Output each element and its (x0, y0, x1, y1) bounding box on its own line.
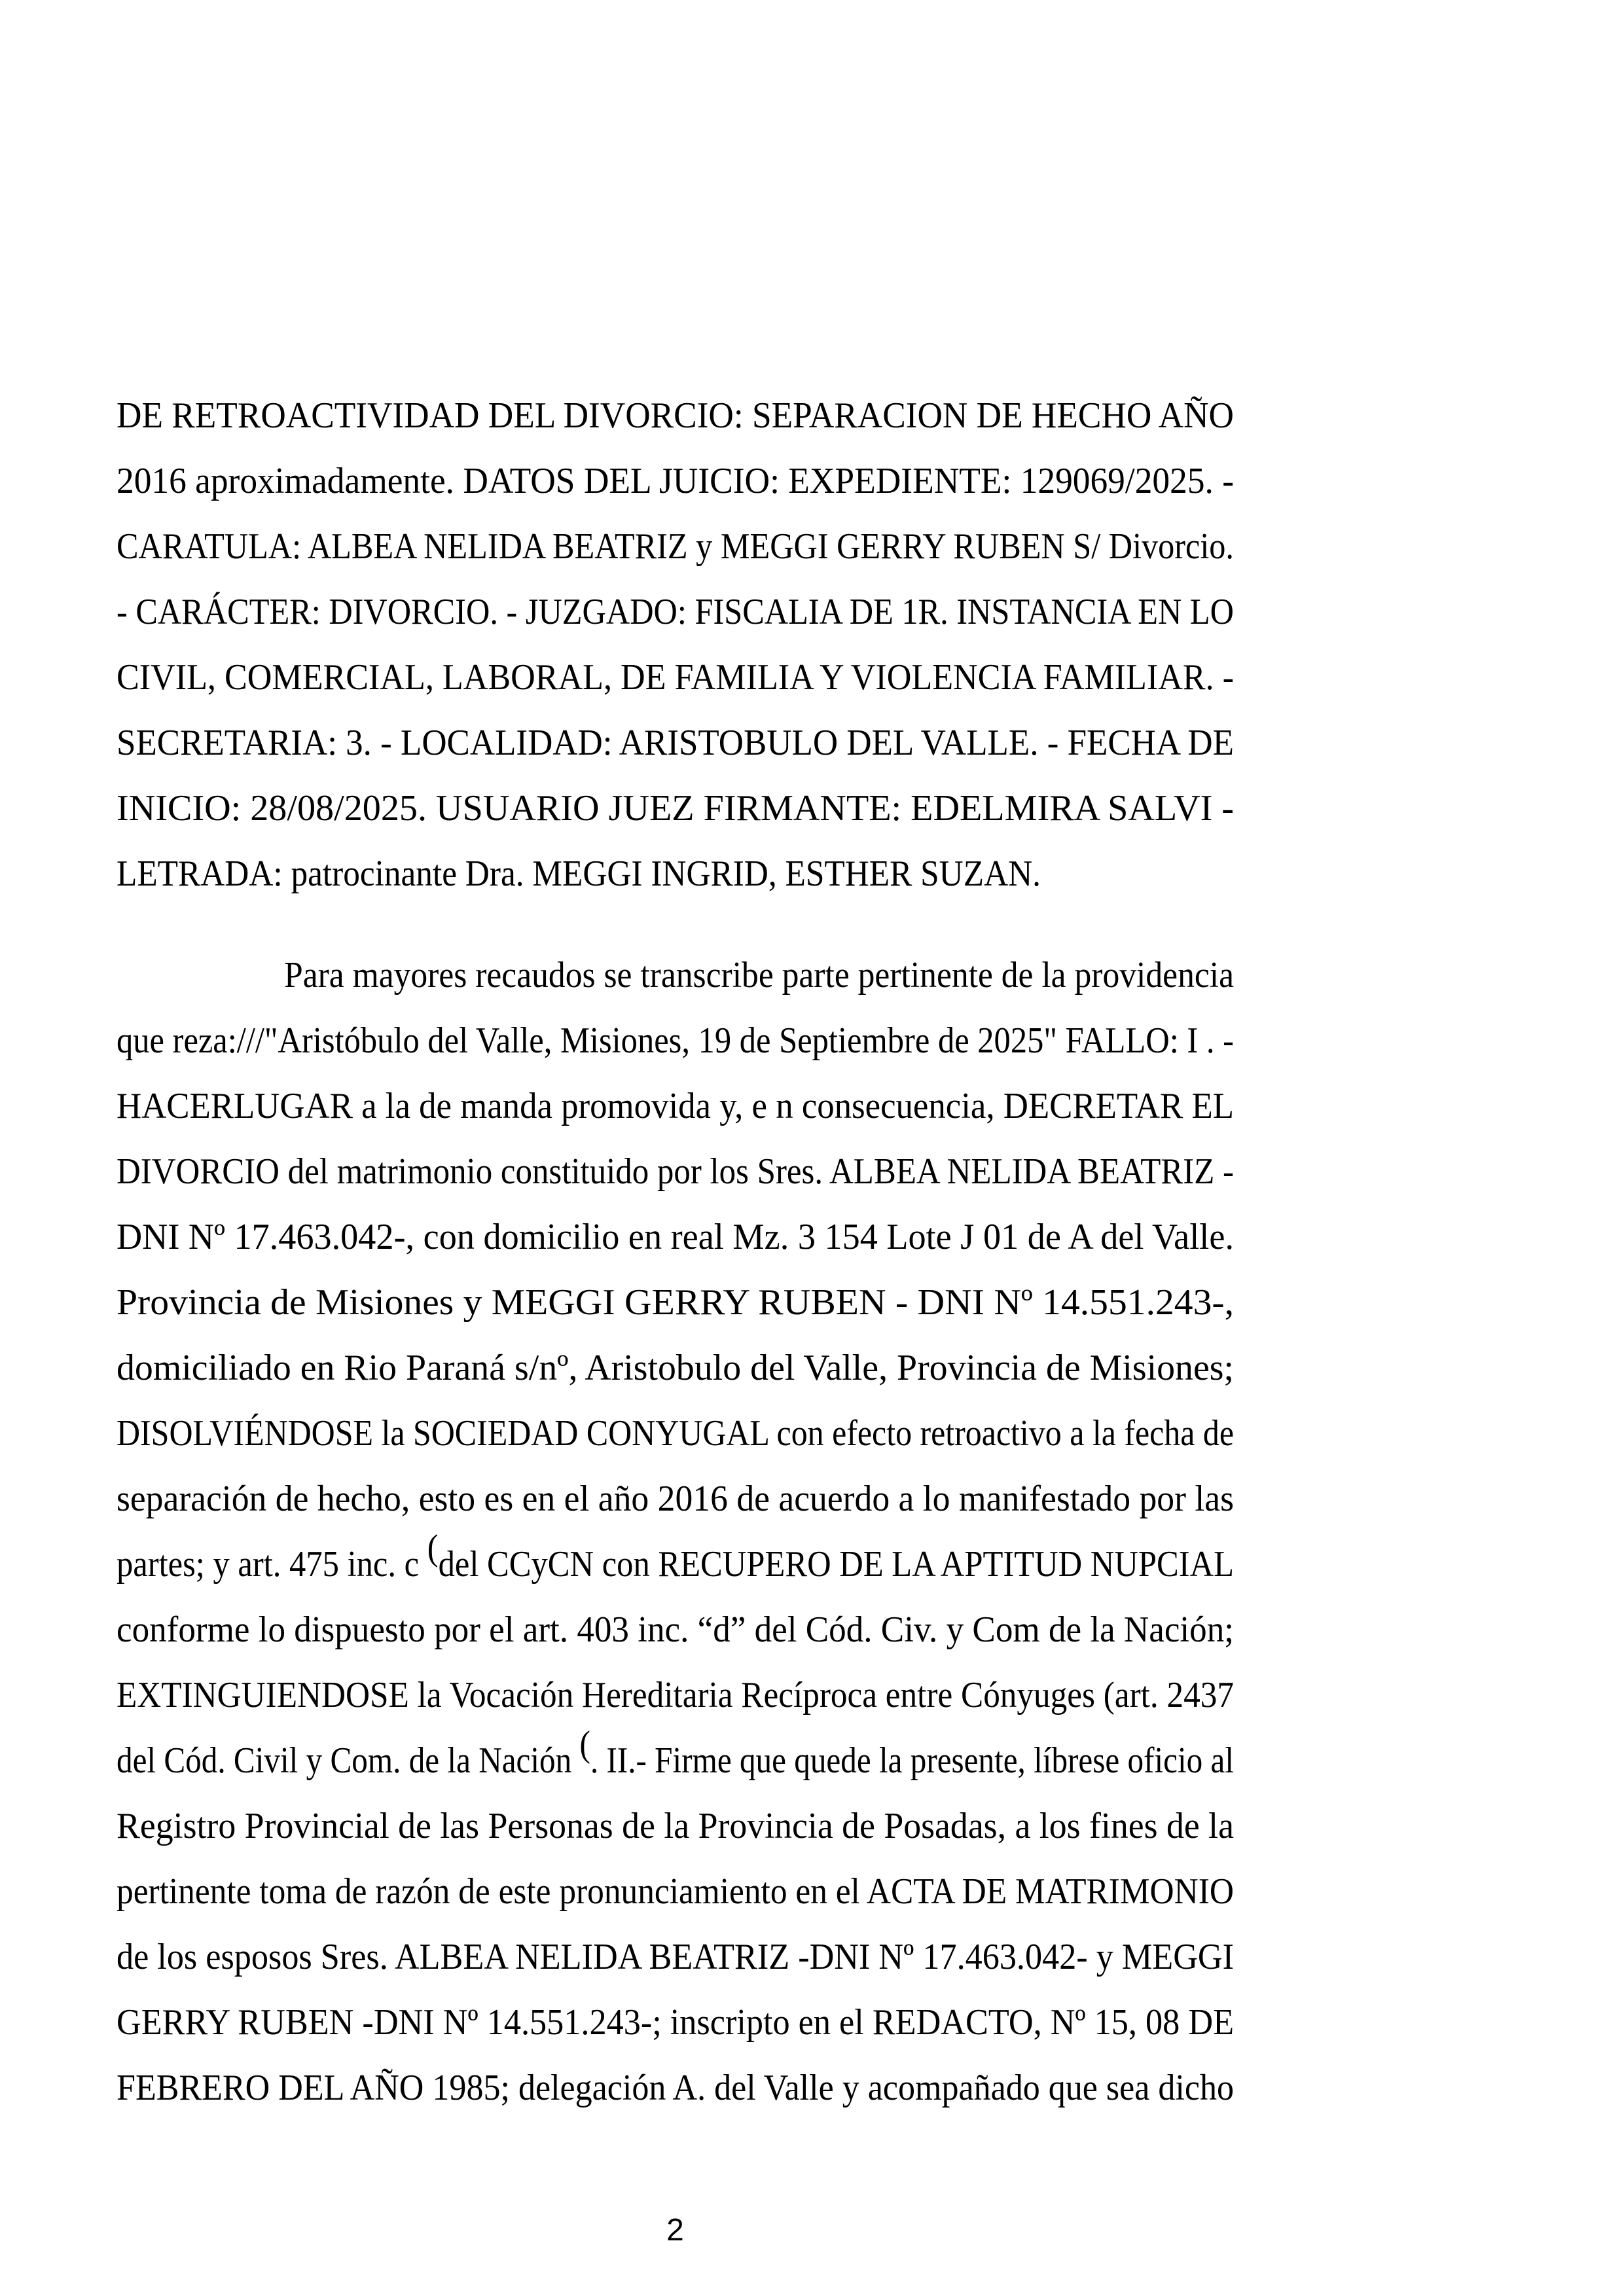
text-line-content (117, 841, 1041, 906)
text-line-content (117, 1139, 1234, 1204)
text-line (117, 1139, 1234, 1204)
text-line (117, 710, 1234, 776)
text-line-content (117, 645, 1234, 710)
text-line (117, 841, 1234, 906)
text-segment: DIVORCIO del matrimonio constituido por los Sres. ALBEA NELIDA BEATRIZ - (117, 1151, 1234, 1192)
raised-paren: ( (427, 1527, 439, 1568)
text-line (117, 942, 1234, 1008)
text-line (117, 1204, 1234, 1270)
text-segment: Para mayores recaudos se transcribe parte pertinente de la providencia (284, 955, 1234, 996)
text-line (117, 1073, 1234, 1139)
text-segment: de los esposos Sres. ALBEA NELIDA BEATRIZ -DNI Nº 17.463.042- y MEGGI (117, 1937, 1234, 1977)
text-line-content (117, 1270, 1234, 1335)
text-segment: conforme lo dispuesto por el art. 403 inc. “d” del Cód. Civ. y Com de la Nación; (117, 1609, 1234, 1650)
text-line (117, 1662, 1234, 1728)
text-line (117, 1401, 1234, 1466)
text-line (117, 1270, 1234, 1335)
text-segment: - CARÁCTER: DIVORCIO. - JUZGADO: FISCALIA DE 1R. INSTANCIA EN LO (117, 592, 1234, 632)
text-line (117, 1990, 1234, 2055)
text-segment: . II.- Firme que quede la presente, líbrese oficio al (590, 1740, 1234, 1781)
text-line-content (117, 1527, 1234, 1597)
text-segment: SECRETARIA: 3. - LOCALIDAD: ARISTOBULO DEL VALLE. - FECHA DE (117, 723, 1234, 763)
text-line (117, 1859, 1234, 1924)
text-segment: DISOLVIÉNDOSE la SOCIEDAD CONYUGAL con efecto retroactivo a la fecha de (117, 1413, 1234, 1454)
text-segment: GERRY RUBEN -DNI Nº 14.551.243-; inscripto en el REDACTO, Nº 15, 08 DE (117, 2002, 1234, 2043)
text-segment: DNI Nº 17.463.042-, con domicilio en real Mz. 3 154 Lote J 01 de A del Valle. (117, 1217, 1234, 1257)
text-line (117, 1466, 1234, 1532)
text-line-content (117, 514, 1234, 579)
text-segment: CIVIL, COMERCIAL, LABORAL, DE FAMILIA Y VIOLENCIA FAMILIAR. - (117, 657, 1234, 698)
text-line-content (117, 1335, 1234, 1401)
text-segment: del CCyCN con RECUPERO DE LA APTITUD NUPCIAL (438, 1544, 1234, 1585)
text-line-content (117, 710, 1234, 776)
text-line (117, 645, 1234, 710)
text-line (117, 1723, 1234, 1793)
text-line (117, 1335, 1234, 1401)
text-line (117, 1008, 1234, 1073)
text-segment: partes; y art. 475 inc. c (117, 1544, 427, 1585)
text-segment: DE RETROACTIVIDAD DEL DIVORCIO: SEPARACION DE HECHO AÑO (117, 395, 1234, 436)
text-segment: EXTINGUIENDOSE la Vocación Hereditaria Recíproca entre Cónyuges (art. 2437 (117, 1675, 1234, 1715)
text-line (117, 776, 1234, 841)
text-line (117, 2055, 1234, 2121)
text-line-content (117, 1597, 1234, 1662)
text-line-content (117, 1924, 1234, 1990)
text-line-content (117, 1204, 1234, 1270)
text-line-content (117, 579, 1234, 645)
text-line-content (117, 2055, 1234, 2121)
text-line-content (117, 1008, 1234, 1073)
text-line-content (117, 1073, 1234, 1139)
text-line (117, 514, 1234, 579)
text-line (117, 1793, 1234, 1859)
text-segment: LETRADA: patrocinante Dra. MEGGI INGRID, ESTHER SUZAN. (117, 853, 1041, 894)
text-segment: separación de hecho, esto es en el año 2016 de acuerdo a lo manifestado por las (117, 1479, 1234, 1519)
text-line-content (117, 1466, 1234, 1532)
text-segment: domiciliado en Rio Paraná s/nº, Aristobulo del Valle, Provincia de Misiones; (117, 1348, 1234, 1388)
text-segment: del Cód. Civil y Com. de la Nación (117, 1740, 580, 1781)
text-line-content (117, 1793, 1234, 1859)
text-line-content (117, 1723, 1234, 1793)
text-segment: HACERLUGAR a la de manda promovida y, e n consecuencia, DECRETAR EL (117, 1086, 1234, 1126)
text-segment: FEBRERO DEL AÑO 1985; delegación A. del Valle y acompañado que sea dicho (117, 2068, 1234, 2108)
text-line-content (117, 1990, 1234, 2055)
text-line (117, 579, 1234, 645)
text-segment: pertinente toma de razón de este pronunciamiento en el ACTA DE MATRIMONIO (117, 1871, 1234, 1912)
text-line (117, 1527, 1234, 1597)
text-line-content (117, 776, 1234, 841)
text-segment: CARATULA: ALBEA NELIDA BEATRIZ y MEGGI GERRY RUBEN S/ Divorcio. (117, 526, 1234, 567)
text-line (117, 448, 1234, 514)
text-segment: que reza:///"Aristóbulo del Valle, Misiones, 19 de Septiembre de 2025" FALLO: I . - (117, 1020, 1234, 1061)
page-number: 2 (666, 2213, 684, 2248)
text-line-content (117, 1662, 1234, 1728)
text-line (117, 1597, 1234, 1662)
document-body (117, 383, 1234, 2121)
text-line-content (117, 1401, 1234, 1466)
text-segment: INICIO: 28/08/2025. USUARIO JUEZ FIRMANTE: EDELMIRA SALVI - (117, 788, 1234, 829)
text-line-content (117, 383, 1234, 448)
text-line-content (284, 942, 1234, 1008)
text-line (117, 1924, 1234, 1990)
text-segment: Registro Provincial de las Personas de la Provincia de Posadas, a los fines de la (117, 1806, 1234, 1846)
text-line-content (117, 1859, 1234, 1924)
text-line-content (117, 448, 1234, 514)
text-line (117, 383, 1234, 448)
text-segment: 2016 aproximadamente. DATOS DEL JUICIO: EXPEDIENTE: 129069/2025. - (117, 461, 1234, 501)
raised-paren: ( (579, 1723, 590, 1765)
text-segment: Provincia de Misiones y MEGGI GERRY RUBEN - DNI Nº 14.551.243-, (117, 1282, 1234, 1323)
